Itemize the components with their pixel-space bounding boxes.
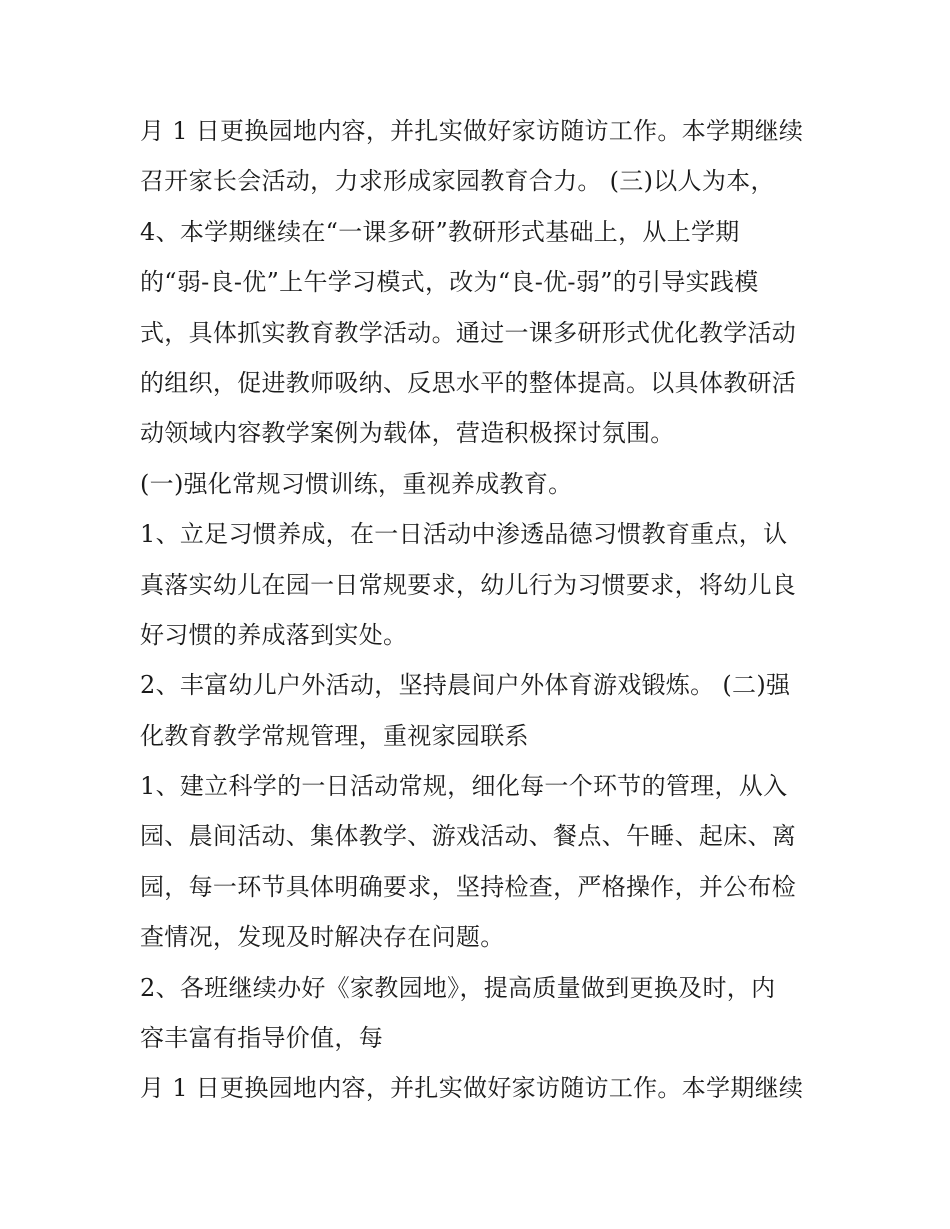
- text-line: 月 1 日更换园地内容，并扎实做好家访随访工作。本学期继续: [140, 117, 804, 145]
- section-heading: (一)强化常规习惯训练，重视养成教育。: [140, 469, 573, 498]
- text-line: 1、立足习惯养成，在一日活动中渗透品德习惯教育重点，认: [140, 520, 788, 549]
- text-line: 容丰富有指导价值，每: [140, 1024, 383, 1053]
- text-line: 召开家长会活动，力求形成家园教育合力。 (三)以人为本，: [140, 167, 775, 196]
- text-line: 月 1 日更换园地内容，并扎实做好家访随访工作。本学期继续: [140, 1074, 804, 1103]
- text-line: 式，具体抓实教育教学活动。通过一课多研形式优化教学活动: [140, 318, 797, 347]
- text-line: 2、各班继续办好《家教园地》，提高质量做到更换及时，内: [140, 973, 776, 1002]
- text-line: 好习惯的养成落到实处。: [140, 620, 408, 649]
- text-line: 园，每一环节具体明确要求，坚持检查，严格操作，并公布检: [140, 872, 797, 901]
- text-line: 真落实幼儿在园一日常规要求，幼儿行为习惯要求，将幼儿良: [140, 570, 797, 599]
- text-line: 查情况，发现及时解决存在问题。: [140, 923, 505, 952]
- text-line: 化教育教学常规管理，重视家园联系: [140, 721, 529, 750]
- text-line: 的组织，促进教师吸纳、反思水平的整体提高。以具体教研活: [140, 368, 797, 397]
- text-line: 园、晨间活动、集体教学、游戏活动、餐点、午睡、起床、离: [140, 822, 797, 851]
- text-line: 2、丰富幼儿户外活动，坚持晨间户外体育游戏锻炼。 (二)强: [140, 671, 791, 700]
- text-line: 1、建立科学的一日活动常规，细化每一个环节的管理，从入: [140, 772, 788, 801]
- text-line: 4、本学期继续在“一课多研”教研形式基础上，从上学期: [140, 217, 740, 246]
- document-body: [140, 106, 820, 1114]
- text-line: 的“弱-良-优”上午学习模式，改为“良-优-弱”的引导实践模: [140, 268, 759, 297]
- text-line: 动领域内容教学案例为载体，营造积极探讨氛围。: [140, 419, 675, 448]
